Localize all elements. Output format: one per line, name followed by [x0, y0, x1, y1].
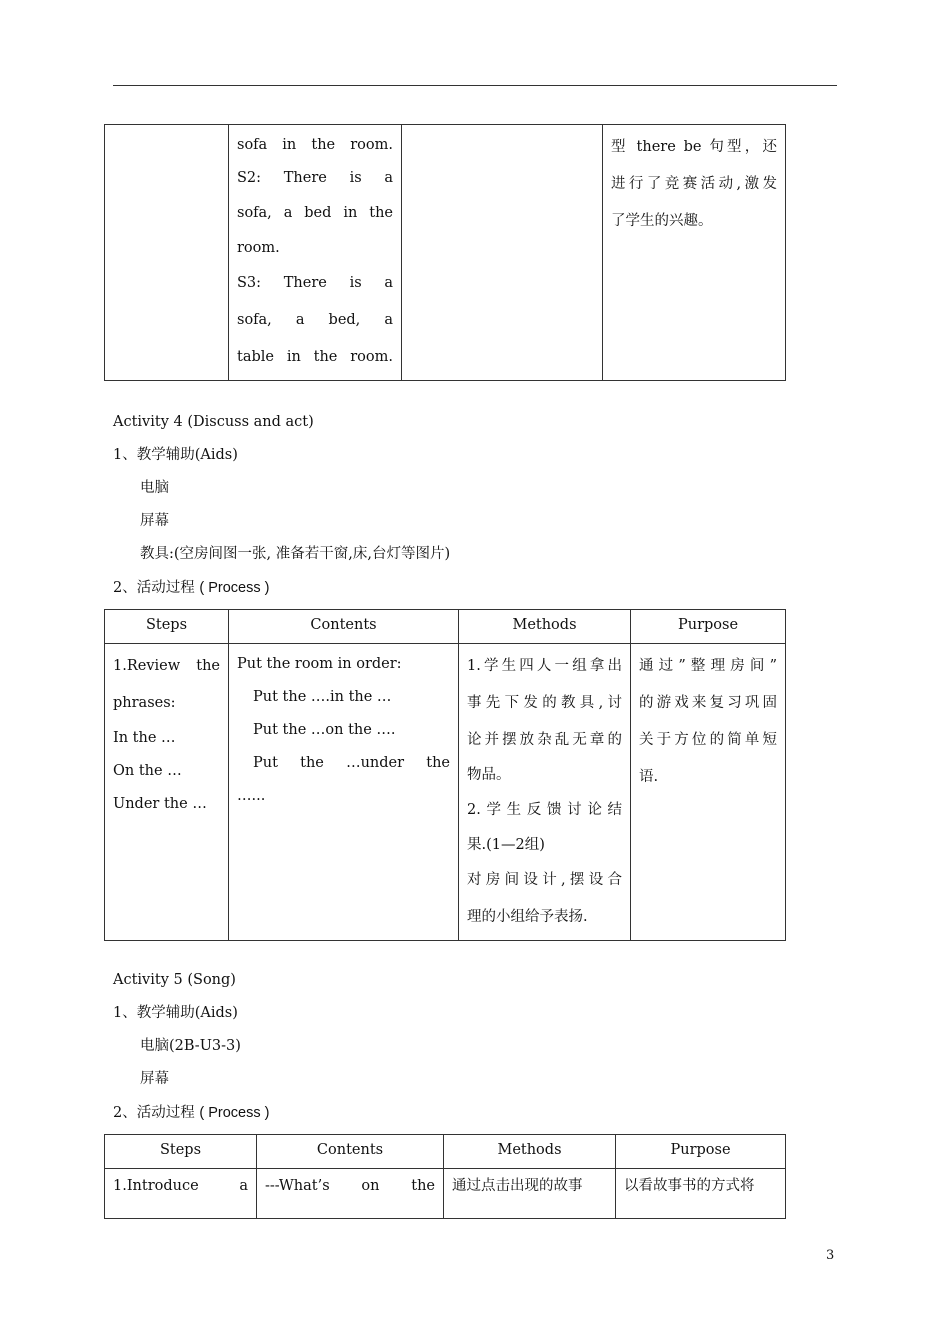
activity5-process-heading: [113, 1103, 269, 1123]
activity5-aids-heading: 1、教学辅助(Aids): [113, 1005, 238, 1021]
method-line: 理的小组给予表扬.: [467, 909, 588, 925]
process-label: ( Process ): [199, 1105, 270, 1121]
method-line: 2.学生反馈讨论结: [467, 802, 622, 818]
header-purpose: Purpose: [631, 610, 786, 644]
purpose-line: 的游戏来复习巩固: [639, 695, 777, 711]
activity4-aids-heading: 1、教学辅助(Aids): [113, 447, 238, 463]
process-prefix: 2、活动过程: [113, 1105, 200, 1121]
process-prefix: 2、活动过程: [113, 580, 200, 596]
header-methods: Methods: [459, 610, 631, 644]
header-contents: Contents: [257, 1135, 444, 1169]
contents-cell: [257, 1169, 444, 1219]
activity4-aid-item: 屏幕: [140, 513, 169, 529]
continuation-table: [104, 124, 786, 381]
contents-cell: [229, 125, 402, 381]
purpose-line: 以看故事书的方式将: [624, 1178, 755, 1194]
activity4-aid-item: 教具:(空房间图一张, 准备若干窗,床,台灯等图片): [140, 546, 451, 562]
content-line: sofa, a bed in the: [237, 205, 393, 221]
header-rule: [113, 85, 837, 86]
method-line: 对房间设计,摆设合: [467, 872, 622, 888]
header-methods: Methods: [444, 1135, 616, 1169]
content-line: Put the …under the: [253, 755, 450, 771]
content-line: Put the ….in the …: [253, 689, 392, 705]
purpose-line: 进行了竞赛活动,激发: [611, 176, 777, 192]
content-line: S3: There is a: [237, 275, 393, 291]
method-line: 通过点击出现的故事: [452, 1178, 583, 1194]
purpose-cell: [603, 125, 786, 381]
method-line: 果.(1—2组): [467, 837, 545, 853]
purpose-line: 通过”整理房间”: [639, 658, 777, 674]
content-line: sofa, a bed, a: [237, 312, 393, 328]
activity4-title: Activity 4 (Discuss and act): [113, 414, 314, 430]
content-line: room.: [237, 240, 280, 256]
activity5-process-table: [104, 1134, 786, 1219]
content-line: Put the …on the ….: [253, 722, 396, 738]
page-number: 3: [826, 1248, 835, 1263]
header-steps: Steps: [105, 1135, 257, 1169]
activity4-process-heading: [113, 578, 269, 598]
activity5-title: Activity 5 (Song): [113, 972, 236, 988]
methods-cell: [444, 1169, 616, 1219]
purpose-line: 关于方位的简单短: [639, 732, 777, 748]
method-line: 论并摆放杂乱无章的: [467, 732, 622, 748]
content-line: S2: There is a: [237, 170, 393, 186]
step-line: phrases:: [113, 695, 176, 711]
step-line: Under the …: [113, 796, 207, 812]
process-label: ( Process ): [199, 580, 270, 596]
step-line: 1.Introduce a: [113, 1178, 248, 1194]
contents-cell: [229, 644, 459, 941]
content-line: ---What’s on the: [265, 1178, 435, 1194]
steps-cell: [105, 1169, 257, 1219]
purpose-line: 语.: [639, 769, 659, 785]
activity5-aid-item: 电脑(2B-U3-3): [140, 1038, 241, 1054]
steps-cell: [105, 644, 229, 941]
step-line: On the …: [113, 763, 182, 779]
method-line: 事先下发的教具,讨: [467, 695, 622, 711]
header-contents: Contents: [229, 610, 459, 644]
header-purpose: Purpose: [616, 1135, 786, 1169]
purpose-line: 型 there be 句型，还: [611, 139, 777, 155]
methods-cell: [402, 125, 603, 381]
method-line: 物品。: [467, 767, 511, 783]
purpose-cell: [631, 644, 786, 941]
activity4-aid-item: 电脑: [140, 480, 169, 496]
purpose-line: 了学生的兴趣。: [611, 213, 713, 229]
content-line: sofa in the room.: [237, 137, 393, 153]
methods-cell: [459, 644, 631, 941]
step-line: 1.Review the: [113, 658, 220, 674]
header-steps: Steps: [105, 610, 229, 644]
method-line: 1.学生四人一组拿出: [467, 658, 622, 674]
content-line: Put the room in order:: [237, 656, 402, 672]
purpose-cell: [616, 1169, 786, 1219]
activity4-process-table: [104, 609, 786, 941]
steps-cell: [105, 125, 229, 381]
content-line: …...: [237, 788, 266, 804]
activity5-aid-item: 屏幕: [140, 1071, 169, 1087]
content-line: table in the room.: [237, 349, 393, 365]
step-line: In the …: [113, 730, 176, 746]
